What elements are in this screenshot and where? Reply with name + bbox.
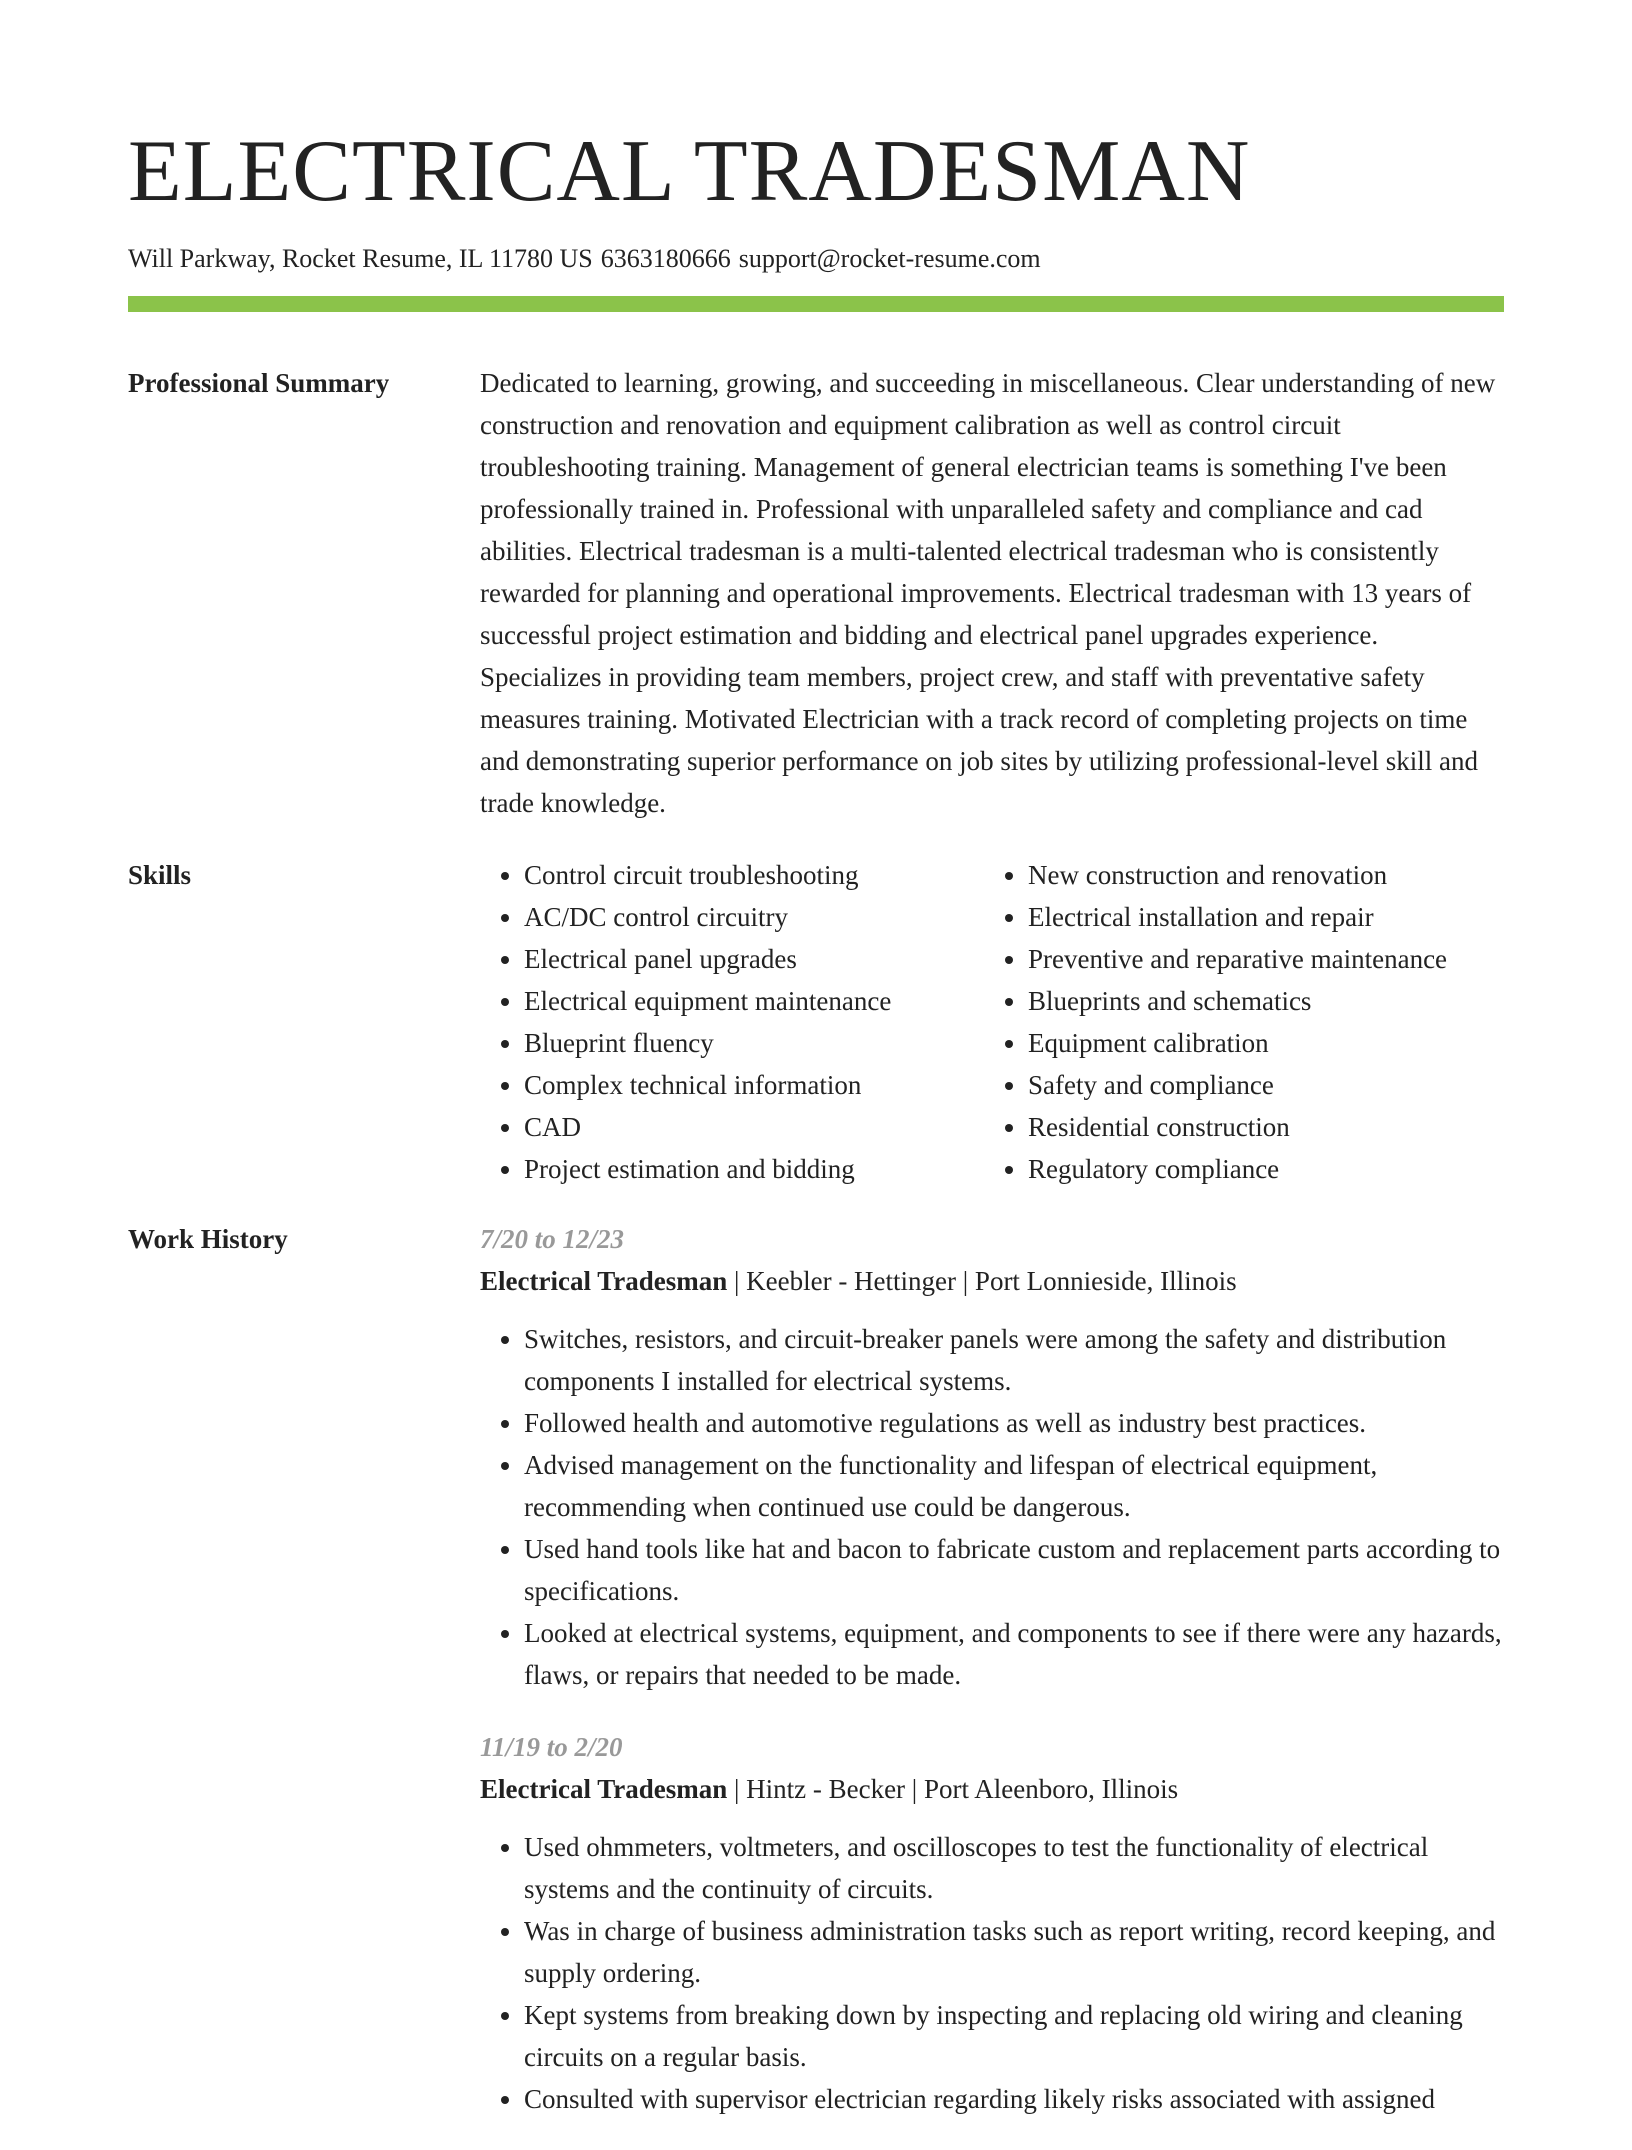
job-dates: 7/20 to 12/23 (480, 1224, 625, 1254)
job-duty: • Used hand tools like hat and bacon to fabricate custom and replacement parts according to specifications. (524, 1528, 1504, 1612)
job-title: Electrical Tradesman (480, 1774, 728, 1804)
job-heading (480, 1260, 1504, 1302)
job-duty: • Looked at electrical systems, equipment, and components to see if there were any hazards, flaws, or repairs that needed to be made. (524, 1612, 1504, 1696)
work-history-heading: Work History (128, 1224, 288, 1254)
job-entry (480, 1218, 1504, 1696)
job-duty: • Consulted with supervisor electrician regarding likely risks associated with assigned (524, 2078, 1504, 2120)
job-duties (480, 1826, 1504, 2120)
skills-section (128, 854, 1504, 1190)
job-dates: 11/19 to 2/20 (480, 1732, 623, 1762)
job-employer-location: | Keebler - Hettinger | Port Lonnieside, Illinois (727, 1266, 1237, 1296)
job-duty: • Kept systems from breaking down by inspecting and replacing old wiring and cleaning circuits on a regular basis. (524, 1994, 1504, 2078)
job-duty: • Used ohmmeters, voltmeters, and oscilloscopes to test the functionality of electrical systems and the continuity of circuits. (524, 1826, 1504, 1910)
job-employer-location: | Hintz - Becker | Port Aleenboro, Illinois (727, 1774, 1179, 1804)
job-duty: • Switches, resistors, and circuit-breaker panels were among the safety and distribution components I installed for electrical systems. (524, 1318, 1504, 1402)
skill-item: • Electrical panel upgrades (524, 938, 984, 980)
skill-item: • Blueprints and schematics (1028, 980, 1504, 1022)
summary-heading: Professional Summary (128, 368, 390, 398)
skill-item: • CAD (524, 1106, 984, 1148)
summary-section (128, 362, 1504, 824)
skill-item: • Electrical installation and repair (1028, 896, 1504, 938)
contact-line (128, 242, 1504, 276)
job-duty: • Was in charge of business administration tasks such as report writing, record keeping, and supply ordering. (524, 1910, 1504, 1994)
resume-name: ELECTRICAL TRADESMAN (128, 123, 1251, 220)
job-duty: • Advised management on the functionality and lifespan of electrical equipment, recommending when continued use could be dangerous. (524, 1444, 1504, 1528)
skill-item: • Equipment calibration (1028, 1022, 1504, 1064)
job-title: Electrical Tradesman (480, 1266, 728, 1296)
skill-item: • Project estimation and bidding (524, 1148, 984, 1190)
contact-email: support@rocket-resume.com (738, 244, 1041, 273)
skill-item: • Preventive and reparative maintenance (1028, 938, 1504, 980)
skill-item: • Complex technical information (524, 1064, 984, 1106)
skill-item: • New construction and renovation (1028, 854, 1504, 896)
skills-list-right (984, 854, 1504, 1190)
skill-item: • Residential construction (1028, 1106, 1504, 1148)
header-divider (128, 296, 1504, 312)
skill-item: • Blueprint fluency (524, 1022, 984, 1064)
skill-item: • Electrical equipment maintenance (524, 980, 984, 1022)
job-duties (480, 1318, 1504, 1696)
job-duty: • Followed health and automotive regulations as well as industry best practices. (524, 1402, 1504, 1444)
job-heading (480, 1768, 1504, 1810)
work-history-section (128, 1218, 1504, 2150)
skill-item: • Safety and compliance (1028, 1064, 1504, 1106)
job-entry (480, 1726, 1504, 2120)
summary-text: Dedicated to learning, growing, and succeeding in miscellaneous. Clear understanding of new construction and renovation and equipment calibration as well as control circuit troubleshooting training. Management of general electrician teams is something I've been professionally trained in. Professional with unparalleled safety and compliance and cad abilities. Electrical tradesman is a multi-talented electrical tradesman who is consistently rewarded for planning and operational improvements. Electrical tradesman with 13 years of successful project estimation and bidding and electrical panel upgrades experience. Specializes in providing team members, project crew, and staff with preventative safety measures training. Motivated Electrician with a track record of completing projects on time and demonstrating superior performance on job sites by utilizing professional-level skill and trade knowledge. (480, 368, 1496, 818)
contact-address: Will Parkway, Rocket Resume, IL 11780 US (128, 244, 593, 273)
skills-list-left (480, 854, 984, 1190)
skill-item: • AC/DC control circuitry (524, 896, 984, 938)
skill-item: • Control circuit troubleshooting (524, 854, 984, 896)
contact-phone: 6363180666 (600, 244, 731, 273)
skill-item: • Regulatory compliance (1028, 1148, 1504, 1190)
skills-heading: Skills (128, 860, 192, 890)
resume-page (128, 0, 1504, 2150)
